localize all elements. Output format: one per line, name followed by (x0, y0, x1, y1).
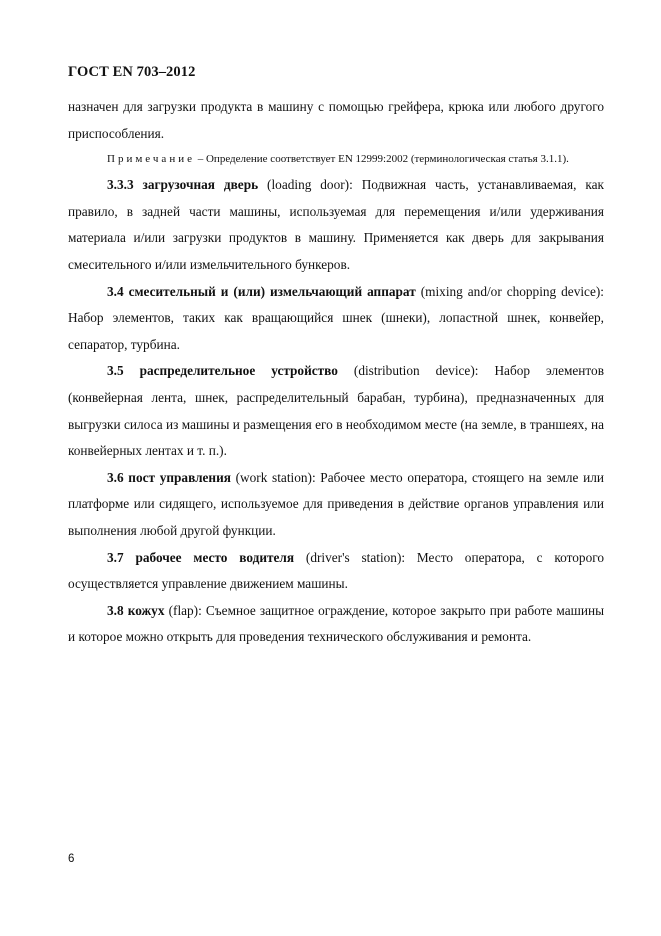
term-name: пост управления (128, 469, 231, 485)
note-text: – Определение соответствует EN 12999:2002 (терминологическая статья 3.1.1). (194, 153, 569, 166)
term-entry (68, 465, 604, 545)
term-definition: : Рабочее место оператора, стоящего на земле или платформе или сидящего, используемое для приведения в действие органов управления или выполнения любой другой функции. (68, 469, 604, 538)
term-english: (driver's station) (294, 549, 402, 565)
term-number: 3.3.3 (107, 177, 134, 193)
document-body (68, 94, 604, 651)
term-name: распределительное устройство (139, 363, 338, 379)
note-paragraph (68, 149, 604, 170)
term-entry (68, 172, 604, 278)
term-number: 3.8 (107, 602, 124, 618)
term-english: (mixing and/or chopping device) (415, 283, 601, 299)
term-name: рабочее место водителя (135, 549, 295, 565)
term-number: 3.5 (107, 363, 124, 379)
term-entry (68, 279, 604, 359)
term-entry (68, 598, 604, 651)
term-entry (68, 358, 604, 464)
term-name: загрузочная дверь (142, 177, 259, 193)
term-entry (68, 545, 604, 598)
term-definition: : Набор элементов, таких как вращающийся шнек (шнеки), лопастной шнек, конвейер, сепаратор, турбина. (68, 283, 604, 352)
continuation-paragraph: назначен для загрузки продукта в машину с помощью грейфера, крюка или любого другого приспособления. (68, 99, 604, 141)
term-number: 3.7 (107, 549, 124, 565)
term-english: (loading door) (258, 177, 350, 193)
term-definition: : Подвижная часть, устанавливаемая, как правило, в задней части машины, используемая для перемещения и/или удерживания материала и/или загрузки продуктов в машину. Применяется как дверь для закрывания смесительного и/или измельчительного бункеров. (68, 177, 604, 272)
document-header: ГОСТ EN 703–2012 (68, 64, 196, 80)
term-definition: : Съемное защитное ограждение, которое закрыто при работе машины и которое можно открыть для проведения технического обслуживания и ремонта. (68, 602, 605, 645)
page-number: 6 (68, 853, 75, 865)
term-name: кожух (127, 602, 165, 618)
term-english: (work station) (230, 469, 312, 485)
note-label: Примечание (107, 153, 195, 166)
term-definition: : Набор элементов (конвейерная лента, шнек, распределительный барабан, турбина), предназначенных для выгрузки силоса из машины и размещения его в необходимом месте (на земле, в траншеях, на конвейерных лентах и т. п.). (68, 363, 604, 459)
term-definition: : Место оператора, с которого осуществляется управление движением машины. (68, 549, 604, 592)
term-english: (flap) (164, 602, 199, 618)
term-english: (distribution device) (337, 363, 475, 379)
term-number: 3.6 (107, 469, 124, 485)
term-number: 3.4 (107, 283, 124, 299)
term-name: смесительный и (или) измельчающий аппарат (128, 283, 416, 299)
